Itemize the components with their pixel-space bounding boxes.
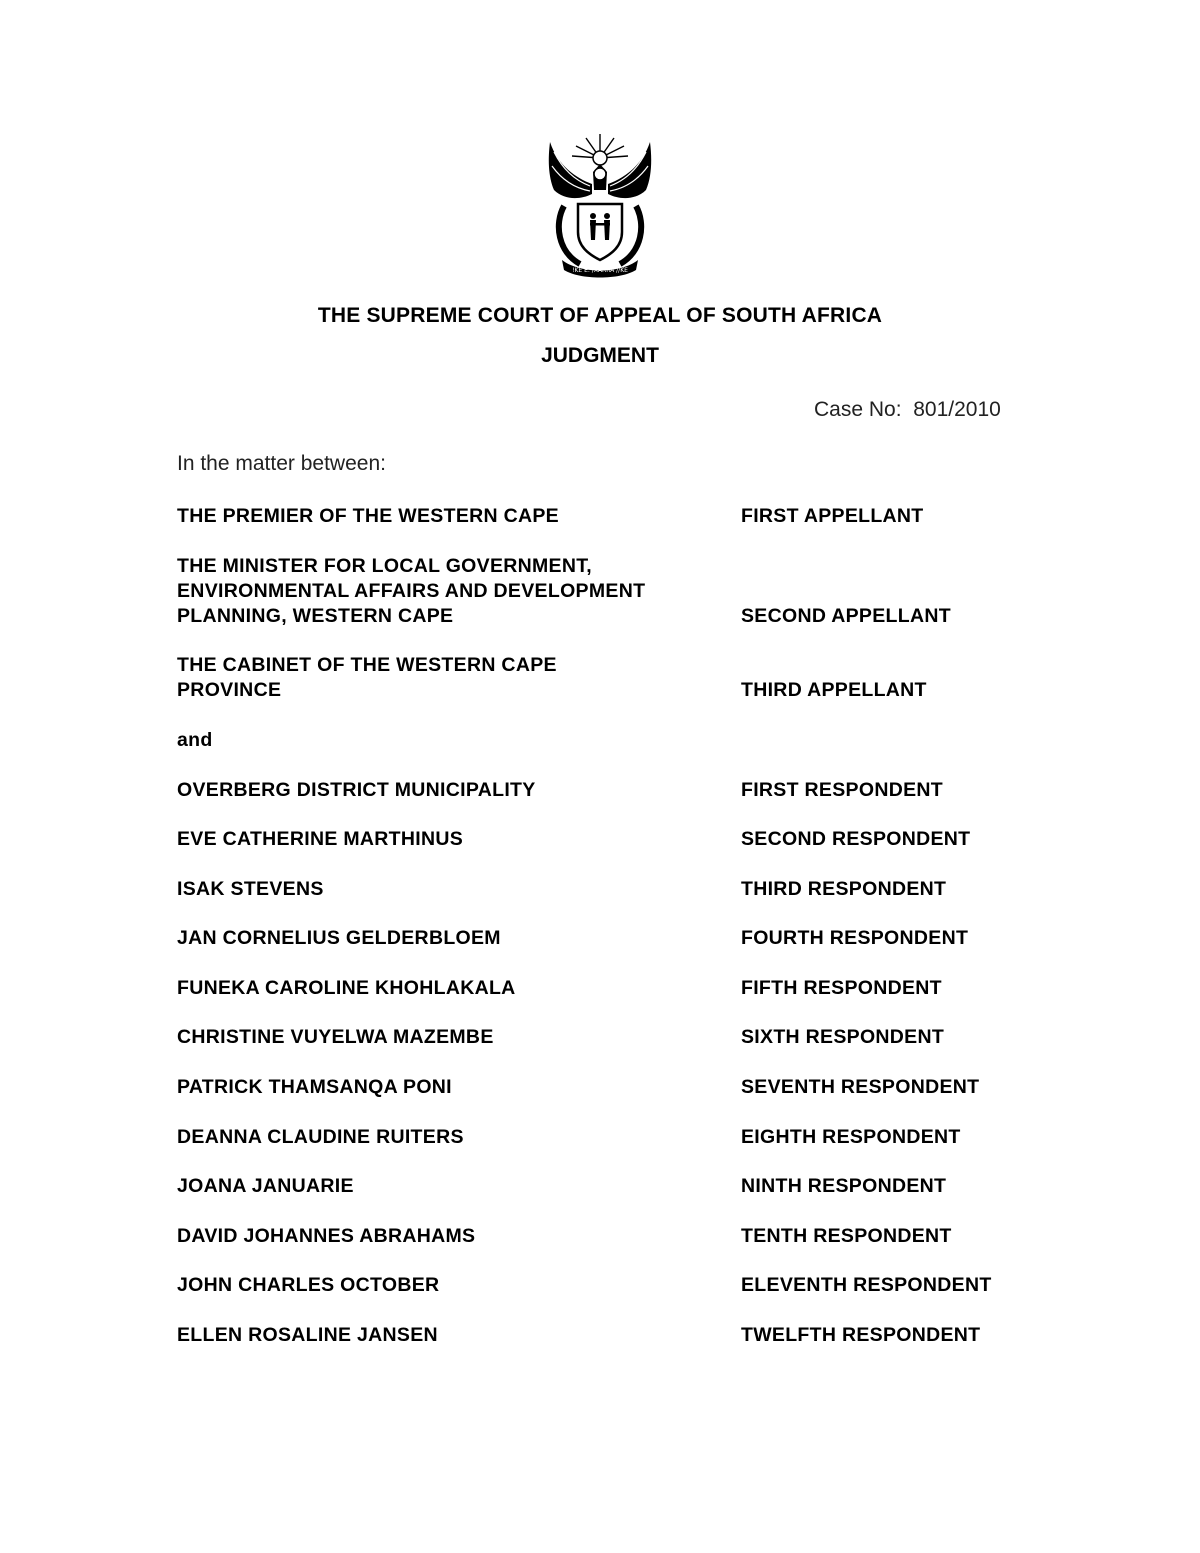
respondent-name: FUNEKA CAROLINE KHOHLAKALA [177, 977, 516, 999]
respondent-name: ELLEN ROSALINE JANSEN [177, 1324, 438, 1346]
respondent-name: DEANNA CLAUDINE RUITERS [177, 1126, 464, 1148]
respondent-name: PATRICK THAMSANQA PONI [177, 1076, 452, 1098]
respondent-name: JOHN CHARLES OCTOBER [177, 1274, 440, 1296]
respondent-name: DAVID JOHANNES ABRAHAMS [177, 1225, 476, 1247]
coat-of-arms-icon [540, 128, 660, 278]
respondent-name: OVERBERG DISTRICT MUNICIPALITY [177, 779, 536, 801]
appellant-role: FIRST APPELLANT [741, 505, 924, 527]
respondent-role: SIXTH RESPONDENT [741, 1026, 945, 1048]
appellant-name: THE MINISTER FOR LOCAL GOVERNMENT, ENVIRONMENTAL AFFAIRS AND DEVELOPMENT PLANNING, WESTERN CAPE [177, 555, 646, 627]
appellant-name: THE PREMIER OF THE WESTERN CAPE [177, 505, 559, 527]
respondent-role: SECOND RESPONDENT [741, 828, 971, 850]
respondent-name: ISAK STEVENS [177, 878, 324, 900]
court-title: THE SUPREME COURT OF APPEAL OF SOUTH AFRICA [317, 304, 883, 327]
respondent-name: CHRISTINE VUYELWA MAZEMBE [177, 1026, 494, 1048]
respondent-role: ELEVENTH RESPONDENT [741, 1274, 992, 1296]
respondent-role: TWELFTH RESPONDENT [741, 1324, 981, 1346]
respondent-name: JAN CORNELIUS GELDERBLOEM [177, 927, 501, 949]
intro-text: In the matter between: [177, 452, 386, 475]
conjunction: and [177, 729, 213, 751]
appellant-role: SECOND APPELLANT [741, 605, 951, 627]
document-type: JUDGMENT [541, 344, 659, 367]
respondent-name: EVE CATHERINE MARTHINUS [177, 828, 464, 850]
case-no-label: Case No: [814, 398, 902, 421]
case-number [814, 398, 1001, 422]
respondent-role: FIFTH RESPONDENT [741, 977, 942, 999]
respondent-name: JOANA JANUARIE [177, 1175, 354, 1197]
respondent-role: EIGHTH RESPONDENT [741, 1126, 961, 1148]
respondent-role: THIRD RESPONDENT [741, 878, 947, 900]
respondent-role: TENTH RESPONDENT [741, 1225, 952, 1247]
crest-motto: !KE E: /XARRA //KE [572, 267, 628, 274]
respondent-role: FIRST RESPONDENT [741, 779, 943, 801]
appellant-name: THE CABINET OF THE WESTERN CAPE PROVINCE [177, 654, 557, 701]
respondent-role: SEVENTH RESPONDENT [741, 1076, 980, 1098]
respondent-role: FOURTH RESPONDENT [741, 927, 969, 949]
case-no-value: 801/2010 [913, 398, 1001, 421]
respondent-role: NINTH RESPONDENT [741, 1175, 947, 1197]
appellant-role: THIRD APPELLANT [741, 679, 927, 701]
